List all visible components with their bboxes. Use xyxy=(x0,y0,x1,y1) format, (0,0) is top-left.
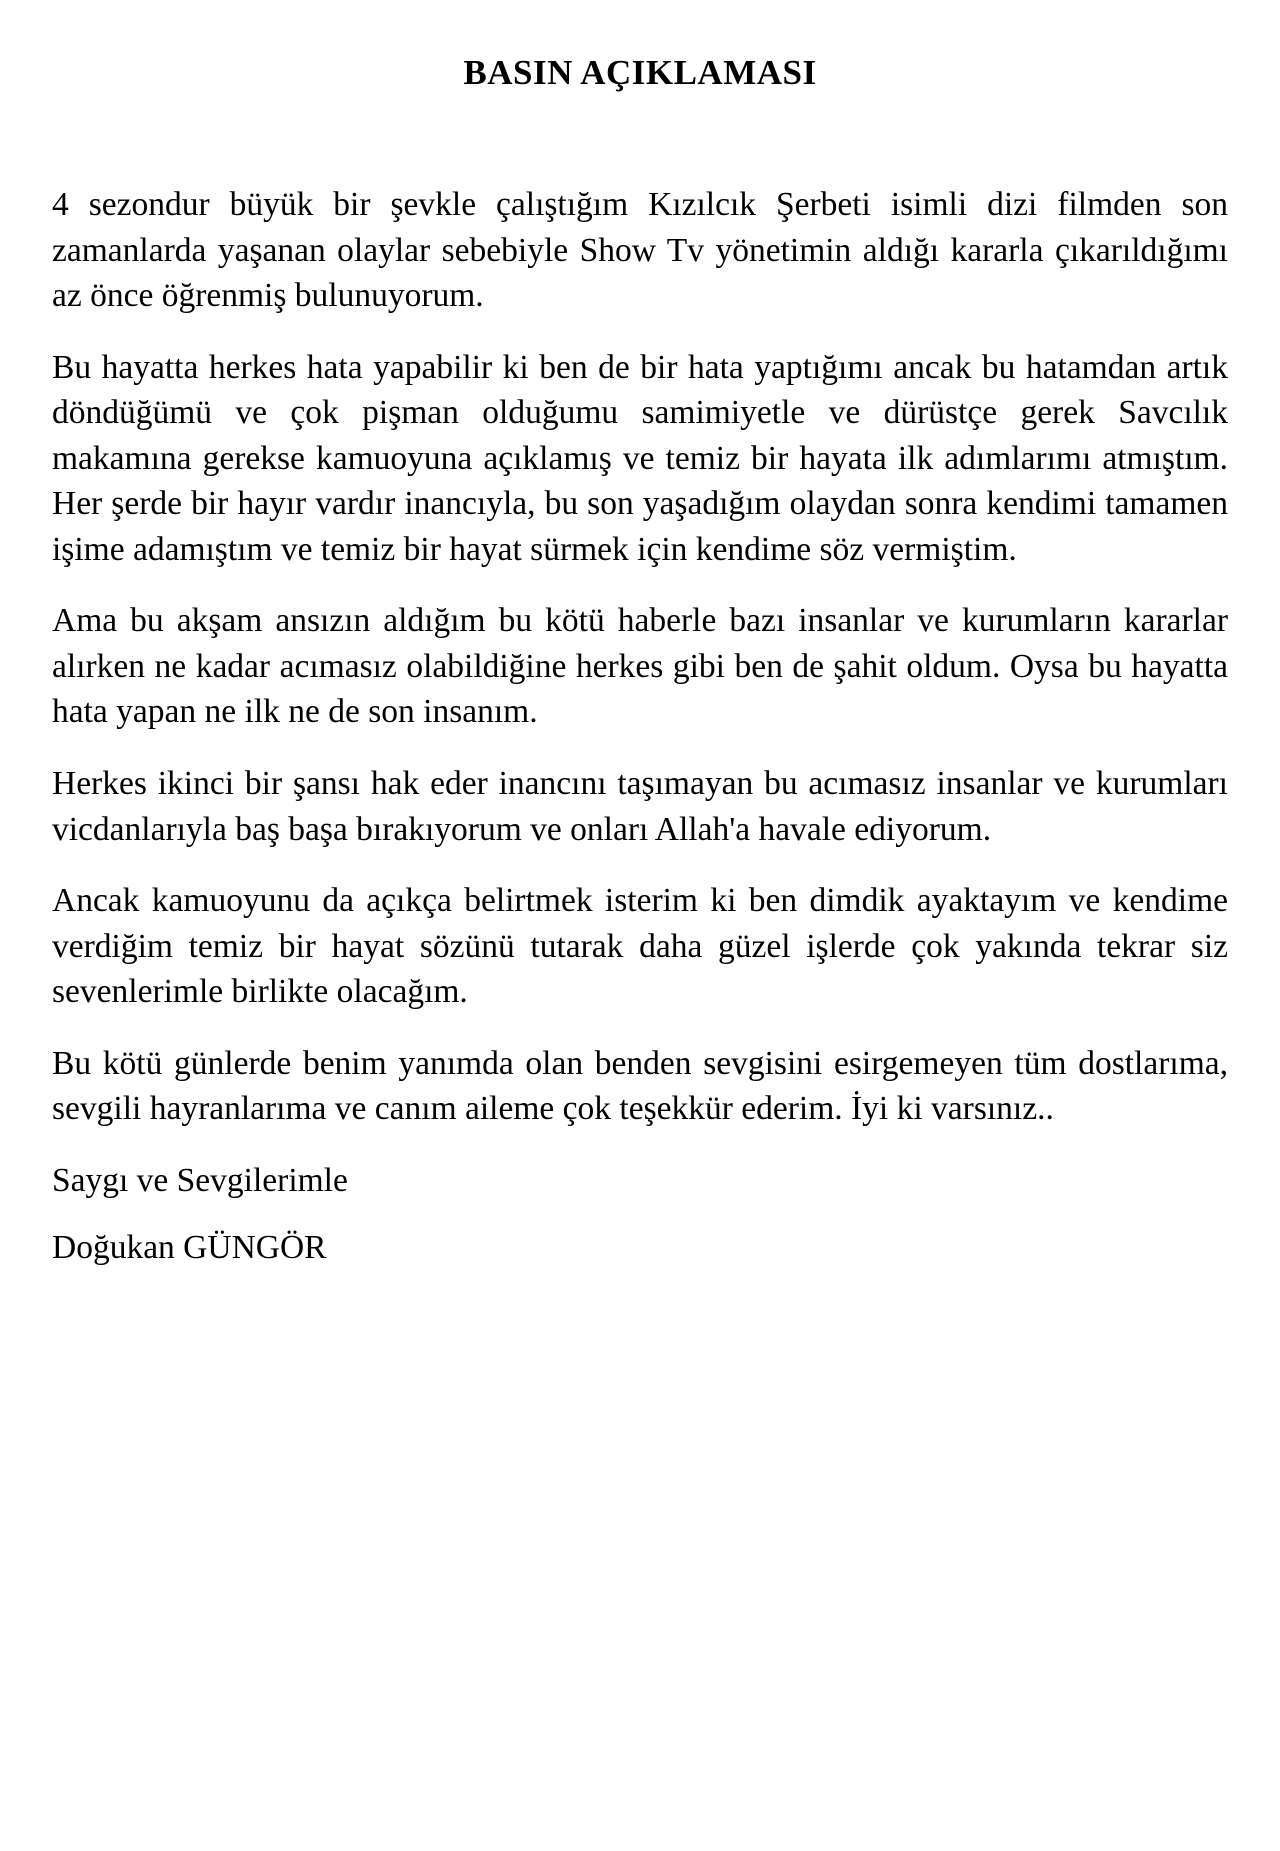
page-title: BASIN AÇIKLAMASI xyxy=(463,53,817,92)
paragraph: Herkes ikinci bir şansı hak eder inancını taşımayan bu acımasız insanlar ve kurumları vicdanlarıyla baş başa bırakıyorum ve onları Allah'a havale ediyorum. xyxy=(52,765,1228,848)
paragraph: Bu kötü günlerde benim yanımda olan benden sevgisini esirgemeyen tüm dostlarıma, sevgili hayranlarıma ve canım aileme çok teşekkür ederim. İyi ki varsınız.. xyxy=(52,1044,1228,1128)
paragraph: Ancak kamuoyunu da açıkça belirtmek isterim ki ben dimdik ayaktayım ve kendime verdiğim temiz bir hayat sözünü tutarak daha güzel işlerde çok yakında tekrar siz sevenlerimle birlikte olacağım. xyxy=(52,882,1228,1011)
document-body xyxy=(52,182,1228,1271)
paragraph: 4 sezondur büyük bir şevkle çalıştığım Kızılcık Şerbeti isimli dizi filmden son zamanlarda yaşanan olaylar sebebiyle Show Tv yönetimin aldığı kararla çıkarıldığımı az önce öğrenmiş bulunuyorum. xyxy=(52,186,1228,315)
closing-line: Saygı ve Sevgilerimle xyxy=(52,1161,348,1199)
paragraph: Bu hayatta herkes hata yapabilir ki ben de bir hata yaptığımı ancak bu hatamdan artık döndüğümü ve çok pişman olduğumu samimiyetle ve dürüstçe gerek Savcılık makamına gerekse kamuoyuna açıklamış ve temiz bir hayata ilk adımlarımı atmıştım. Her şerde bir hayır vardır inancıyla, bu son yaşadığım olaydan sonra kendimi tamamen işime adamıştım ve temiz bir hayat sürmek için kendime söz vermiştim. xyxy=(52,348,1228,568)
signature-name: Doğukan GÜNGÖR xyxy=(52,1229,327,1267)
paragraph: Ama bu akşam ansızın aldığım bu kötü haberle bazı insanlar ve kurumların kararlar alırken ne kadar acımasız olabildiğine herkes gibi ben de şahit oldum. Oysa bu hayatta hata yapan ne ilk ne de son insanım. xyxy=(52,602,1228,731)
